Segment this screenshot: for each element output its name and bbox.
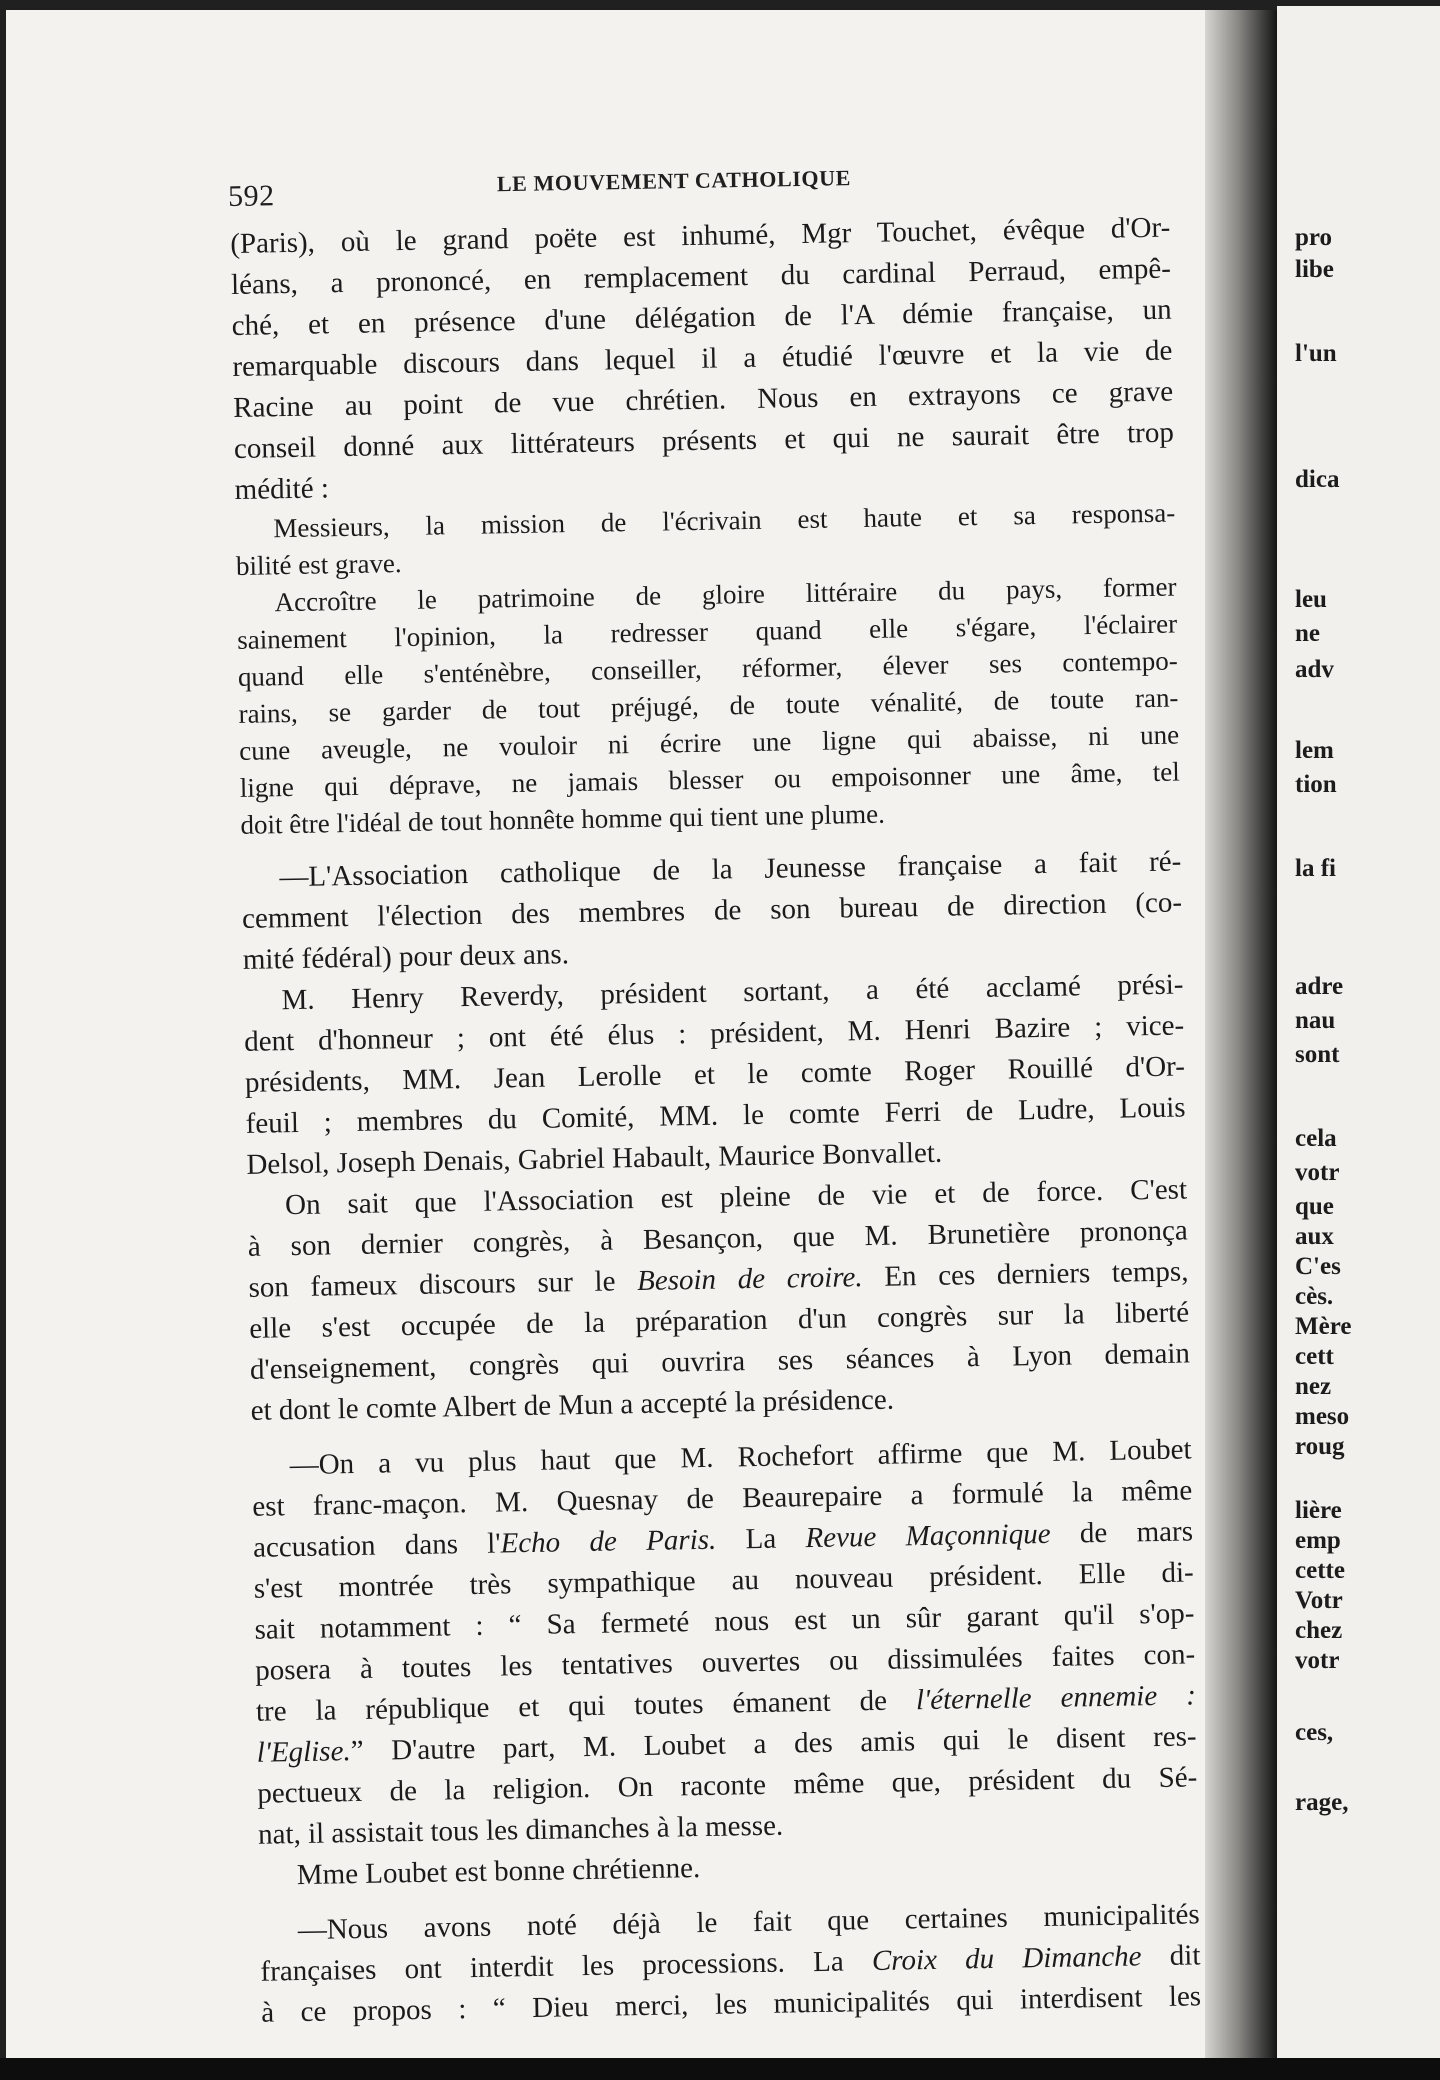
text-line: doit être l'idéal de tout honnête homme qui tient une plume. [240,798,886,840]
fragment: tion [1295,771,1337,798]
text-line: (Paris), où le grand poëte est inhumé, Mgr Touchet, évêque d'Or- [230,211,1171,260]
text-line: ché, et en présence d'une délégation de l'A démie française, un [231,293,1172,342]
fragment: C'es [1295,1253,1341,1280]
paragraph-besancon [247,1169,1191,1431]
text-line: posera à toutes les tentatives ouvertes ou dissimulées faites con- [254,1638,1196,1687]
text-line: Messieurs, la mission de l'écrivain est haute et sa responsa- [273,497,1176,544]
paragraph-association [241,841,1183,980]
text-line: médité : [234,472,330,506]
fragment: meso [1295,1403,1350,1430]
text-line: sainement l'opinion, la redresser quand elle s'égare, l'éclairer [236,608,1178,655]
text-run: son fameux discours sur le [248,1265,638,1304]
text-line: —L'Association catholique de la Jeunesse française a fait ré- [279,845,1182,894]
text-line: à ce propos : “ Dieu merci, les municipalités qui interdisent les [260,1980,1202,2029]
text-line: bilité est grave. [235,548,402,581]
fragment: Votr [1295,1587,1343,1614]
fragment: cela [1295,1125,1337,1152]
fragment: leu [1295,586,1327,613]
fragment: dica [1295,466,1340,493]
text-line: rains, se garder de tout préjugé, de toute vénalité, de toute ran- [238,682,1179,729]
fragment: nez [1295,1373,1332,1400]
fragment: l'un [1295,340,1337,367]
text-run: ” D'autre part, M. Loubet a des amis qui le disent res- [350,1720,1197,1768]
paragraph-processions [259,1894,1201,2033]
fragment: roug [1295,1433,1345,1460]
paragraph-rochefort [251,1429,1198,1855]
paragraph-reverdy [243,964,1186,1185]
right-page-text-fragments [1285,0,1440,2080]
text-run: accusation dans l' [252,1527,501,1564]
text-run: tre la république et qui toutes émanent de [255,1684,917,1728]
fragment: pro [1295,224,1333,251]
paragraph-racine [230,208,1175,511]
text-line: présidents, MM. Jean Lerolle et le comte Roger Rouillé d'Or- [244,1050,1186,1099]
fragment: que [1295,1193,1334,1220]
fragment: lière [1295,1497,1342,1524]
italic-title: Besoin de croire. [636,1261,863,1298]
text-line: —Nous avons noté déjà le fait que certaines municipalités [297,1898,1200,1947]
fragment: chez [1295,1617,1343,1644]
text-run: En ces derniers temps, [862,1255,1189,1294]
text-line: et dont le comte Albert de Mun a accepté la présidence. [250,1383,895,1427]
italic-title: Revue Maçonnique [805,1517,1051,1555]
fragment: ne [1295,620,1320,647]
text-line: Mme Loubet est bonne chrétienne. [296,1852,701,1892]
page-number: 592 [227,179,275,213]
italic-title: Echo de Paris. [500,1523,717,1560]
text-line: Racine au point de vue chrétien. Nous en extrayons ce grave [232,375,1174,424]
fragment: nau [1295,1007,1336,1034]
text-run: dit [1141,1939,1201,1973]
text-line: est franc-maçon. M. Quesnay de Beaurepaire a formulé la même [252,1474,1193,1523]
scan-border [0,2058,1440,2080]
fragment: adre [1295,973,1344,1000]
text-line: d'enseignement, congrès qui ouvrira ses séances à Lyon demain [249,1337,1191,1386]
text-line: sait notamment : “ Sa fermeté nous est un sûr garant qu'il s'op- [254,1597,1195,1646]
fragment: Mère [1295,1313,1352,1340]
fragment: libe [1295,256,1334,283]
fragment: la fi [1295,855,1336,882]
text-line: à son dernier congrès, à Besançon, que M. Brunetière prononça [247,1214,1188,1263]
text-run: françaises ont interdit les processions. La [260,1945,873,1988]
fragment: aux [1295,1223,1334,1250]
text-line: Delsol, Joseph Denais, Gabriel Habault, Maurice Bonvallet. [246,1136,943,1181]
text-line: elle s'est occupée de la préparation d'un congrès sur la liberté [249,1296,1190,1345]
text-line: s'est montrée très sympathique au nouveau président. Elle di- [253,1556,1194,1605]
fragment: votr [1295,1647,1340,1674]
text-line: cemment l'élection des membres de son bureau de direction (co- [241,886,1183,935]
italic-phrase: l'éternelle ennemie : [915,1679,1197,1717]
block-quote [235,495,1181,844]
text-line: léans, a prononcé, en remplacement du cardinal Perraud, empê- [230,252,1172,301]
fragment: votr [1295,1159,1340,1186]
text-line: —On a vu plus haut que M. Rochefort affirme que M. Loubet [289,1433,1192,1482]
text-line: ligne qui déprave, ne jamais blesser ou empoisonner une âme, tel [239,756,1180,803]
body-text [230,208,1201,2034]
text-run: La [715,1522,806,1556]
text-line: cune aveugle, ne vouloir ni écrire une ligne qui abaisse, ni une [238,719,1180,766]
text-line: M. Henry Reverdy, président sortant, a été acclamé prési- [281,968,1184,1017]
fragment: cette [1295,1557,1345,1584]
italic-title: Croix du Dimanche [871,1940,1142,1978]
text-line: conseil donné aux littérateurs présents et qui ne saurait être trop [233,416,1175,465]
text-line: nat, il assistait tous les dimanches à la messe. [257,1809,784,1851]
italic-phrase: l'Eglise. [256,1735,351,1769]
text-run: de mars [1050,1515,1194,1550]
text-line: quand elle s'enténèbre, conseiller, réformer, élever ses contempo- [237,645,1179,692]
fragment: ces, [1295,1719,1334,1746]
text-line: remarquable discours dans lequel il a étudié l'œuvre et la vie de [232,334,1173,383]
text-line: mité fédéral) pour deux ans. [242,938,570,976]
text-line: dent d'honneur ; ont été élus : président, M. Henri Bazire ; vice- [243,1009,1185,1058]
book-gutter [1205,10,1277,2062]
text-line: Accroître le patrimoine de gloire littéraire du pays, former [274,571,1177,618]
fragment: lem [1295,737,1334,764]
text-line: pectueux de la religion. On raconte même que, président du Sé- [257,1761,1198,1810]
fragment: cett [1295,1343,1334,1370]
running-title: LE MOUVEMENT CATHOLIQUE [496,165,852,197]
fragment: cès. [1295,1283,1334,1310]
text-line: feuil ; membres du Comité, MM. le comte Ferri de Ludre, Louis [245,1091,1186,1140]
fragment: sont [1295,1041,1340,1068]
text-line: On sait que l'Association est pleine de vie et de force. C'est [284,1173,1188,1222]
fragment: adv [1295,656,1334,683]
fragment: emp [1295,1527,1341,1554]
fragment: rage, [1295,1789,1349,1816]
